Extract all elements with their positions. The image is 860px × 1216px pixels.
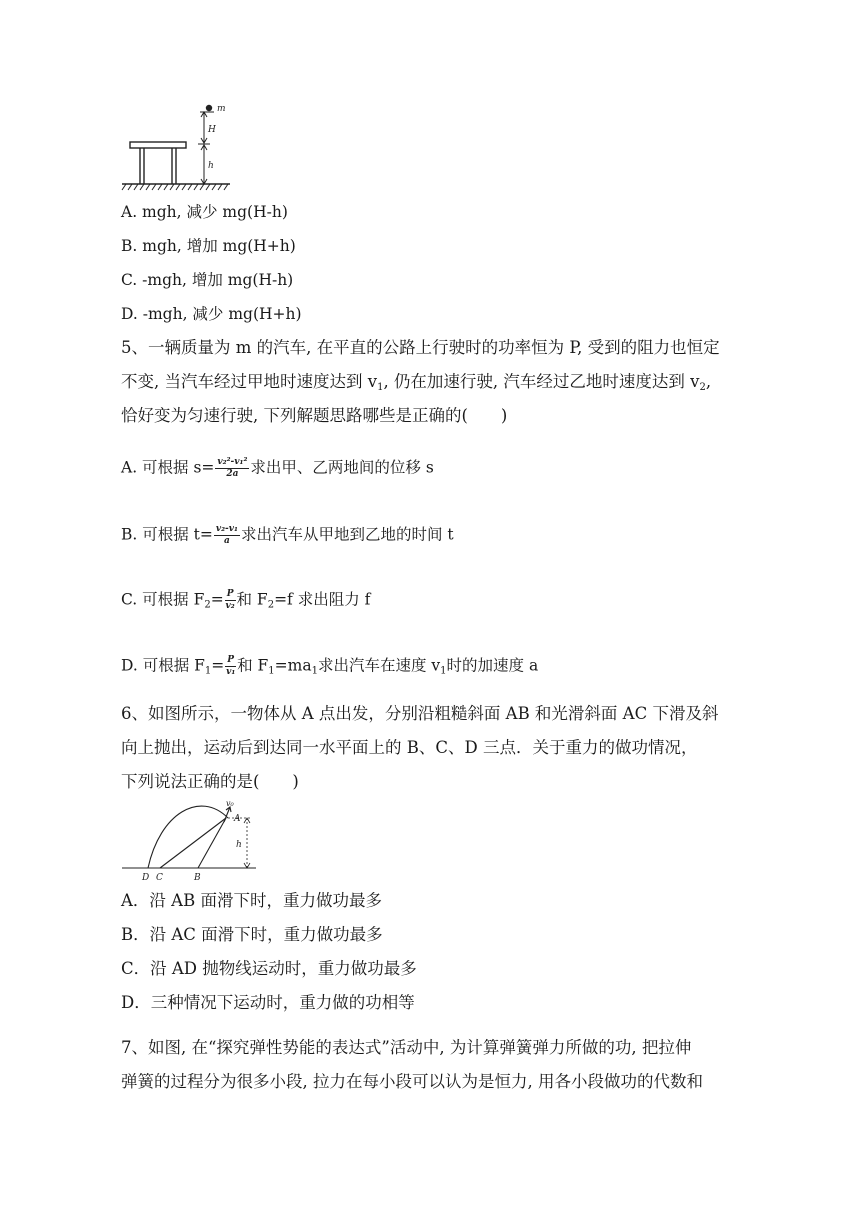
- q5-option-d: D. 可根据 $F_1=$ $\frac{P}{\text{v₁}}$ 和 $F_1=ma_1$求出汽车在速度 $v_1$时的加速度 a: [121, 655, 539, 677]
- label-H: H: [208, 125, 216, 135]
- figure-table-ball: [120, 100, 240, 195]
- q5-option-b: B. 可根据 t= $\frac{\text{v₂-v₁}}{a}$ 求出汽车从甲地到乙地的时间 t: [121, 524, 454, 546]
- height-markers: [198, 112, 214, 184]
- q6-option-a: A．沿 AB 面滑下时，重力做功最多: [121, 891, 382, 910]
- figure-incline-projectile: [120, 798, 260, 884]
- label-C: C: [156, 873, 163, 883]
- q6-stem-line3: 下列说法正确的是( ): [121, 772, 299, 791]
- label-A: A: [234, 814, 241, 824]
- label-h: h: [208, 161, 214, 171]
- q5-stem-line2: 不变, 当汽车经过甲地时速度达到 $v_1$, 仍在加速行驶, 汽车经过乙地时速度达到 $v_2$,: [121, 372, 712, 393]
- initial-velocity-arrow: [224, 807, 231, 822]
- q5-option-a: A. 可根据 s= $\frac{\text{v₂²-v₁²}}{2a}$ 求出甲、乙两地间的位移 s: [121, 457, 434, 479]
- projectile-path: [148, 806, 228, 868]
- formula-force-v1: $\frac{P}{\text{v₁}}$: [226, 655, 236, 677]
- ball: [206, 105, 212, 111]
- formula-time: $\frac{\text{v₂-v₁}}{a}$: [215, 524, 238, 546]
- q6-stem-line2: 向上抛出，运动后到达同一水平面上的 B、C、D 三点．关于重力的做功情况，: [121, 738, 698, 757]
- formula-displacement: $\frac{\text{v₂²-v₁²}}{2a}$: [217, 457, 248, 479]
- q4-option-b: B. mgh, 增加 mg(H+h): [121, 237, 296, 255]
- label-h6: h: [236, 840, 242, 850]
- q5-option-c: C. 可根据 $F_2=$ $\frac{P}{\text{v₂}}$ 和 $F_2=f$ 求出阻力 f: [121, 589, 371, 611]
- label-D: D: [142, 873, 150, 883]
- q5-stem-line1: 5、一辆质量为 m 的汽车, 在平直的公路上行驶时的功率恒为 P, 受到的阻力也恒定: [121, 338, 720, 357]
- q6-option-c: C．沿 AD 抛物线运动时，重力做功最多: [121, 959, 417, 978]
- q4-option-a: A. mgh, 减少 mg(H-h): [121, 203, 288, 221]
- q5-stem-line3: 恰好变为匀速行驶, 下列解题思路哪些是正确的( ): [121, 406, 508, 425]
- label-B: B: [194, 873, 201, 883]
- table: [130, 142, 186, 184]
- slope-AB: [198, 818, 226, 868]
- q6-option-d: D．三种情况下运动时，重力做的功相等: [121, 993, 415, 1012]
- label-v0: v₀: [226, 799, 234, 808]
- q6-option-b: B．沿 AC 面滑下时，重力做功最多: [121, 925, 383, 944]
- ground: [122, 184, 230, 190]
- q4-option-c: C. -mgh, 增加 mg(H-h): [121, 271, 294, 289]
- label-m: m: [217, 104, 226, 114]
- q7-stem-line2: 弹簧的过程分为很多小段, 拉力在每小段可以认为是恒力, 用各小段做功的代数和: [121, 1072, 703, 1091]
- formula-force-v2: $\frac{P}{\text{v₂}}$: [225, 589, 235, 611]
- q4-option-d: D. -mgh, 减少 mg(H+h): [121, 305, 302, 323]
- slope-AC: [160, 818, 226, 868]
- q6-stem-line1: 6、如图所示，一物体从 A 点出发，分别沿粗糙斜面 AB 和光滑斜面 AC 下滑及斜: [121, 704, 719, 723]
- q7-stem-line1: 7、如图, 在“探究弹性势能的表达式”活动中, 为计算弹簧弹力所做的功, 把拉伸: [121, 1038, 692, 1057]
